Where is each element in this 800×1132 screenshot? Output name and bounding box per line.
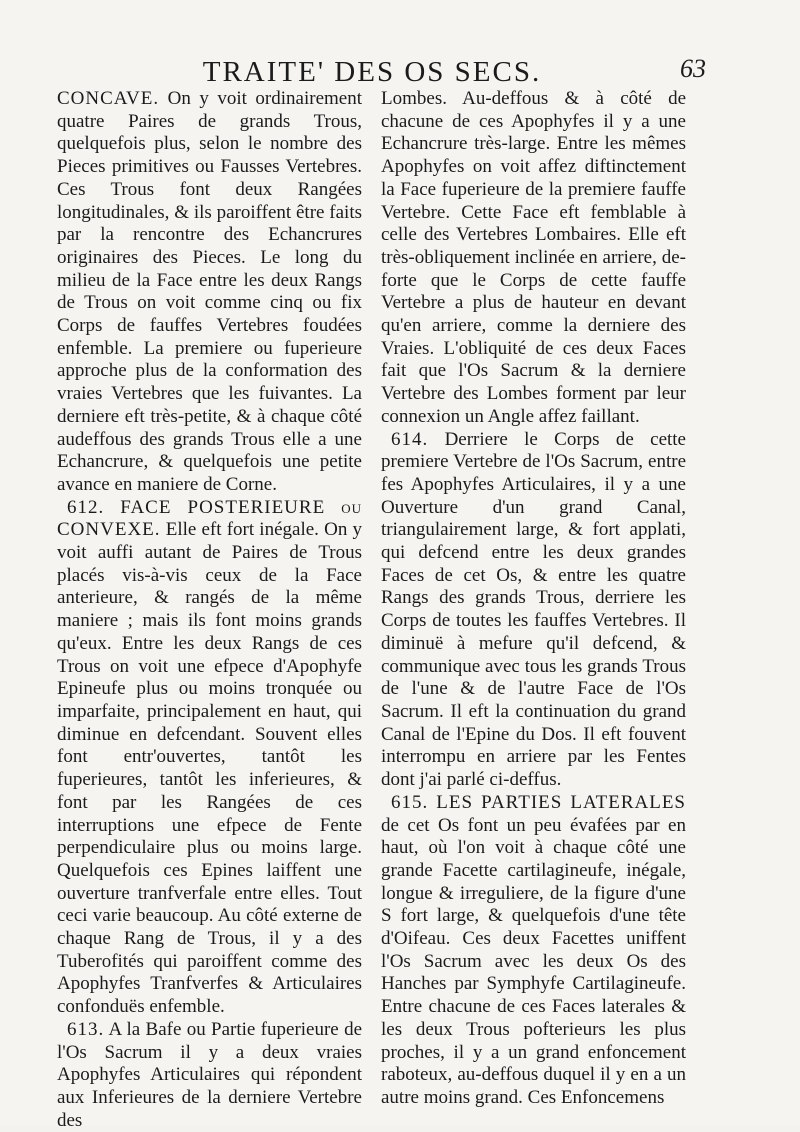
running-title: TRAITE' DES OS SECS.: [202, 56, 542, 88]
paragraph: [57, 497, 362, 1019]
right-column: [381, 88, 686, 1110]
paragraph-text: On y voit ordinairement quatre Paires de grands Trous, quelquefois plus, selon le nombre des Pieces primitives ou Fausses Vertebres. Ces Trous font deux Rangées longitudinales, & ils paroiffent être faits par la rencontre des Echancrures originaires des Pieces. Le long du milieu de la Face entre les deux Rangs de Trous on voit comme cinq ou fix Corps de fauffes Vertebres foudées enfemble. La premiere ou fuperieure approche plus de la conformation des vraies Vertebres que les fuivantes. La derniere eft très-petite, & à chaque côté audeffous des grands Trous elle a une Echancrure, & quelquefois une petite avance en maniere de Corne.: [57, 88, 362, 495]
paragraph: [381, 429, 686, 792]
paragraph: [381, 88, 686, 429]
paragraph: [57, 88, 362, 497]
paragraph-text: Lombes. Au-deffous & à côté de chacune de ces Apophyfes il y a une Echancrure très-large. Entre les mêmes Apophyfes on voit affez diftinctement la Face fuperieure de la premiere fauffe Vertebre. Cette Face eft femblable à celle des Vertebres Lombaires. Elle eft très-obliquement inclinée en arriere, de-forte que le Corps de cette fauffe Vertebre a plus de hauteur en devant qu'en arriere, comme la derniere des Vraies. L'obliquité de ces deux Faces fait que l'Os Sacrum & la derniere Vertebre des Lombes forment par leur connexion un Angle affez faillant.: [381, 88, 686, 427]
page-number: 63: [680, 54, 706, 83]
paragraph-lead: CONCAVE.: [57, 88, 160, 109]
paragraph: [57, 1019, 362, 1132]
paragraph-text: Elle eft fort inégale. On y voit auffi autant de Paires de Trous placés vis-à-vis ceux de la Face anterieure, & rangés de la même maniere ; mais ils font moins grands qu'eux. Entre les deux Rangs de ces Trous on voit une efpece d'Apophyfe Epineufe plus ou moins tronquée ou imparfaite, principalement en haut, qui diminue en defcendant. Souvent elles font entr'ouvertes, tantôt les fuperieures, tantôt les inferieures, & font par les Rangées de ces interruptions une efpece de Fente perpendiculaire plus ou moins large. Quelquefois ces Epines laiffent une ouverture tranfverfale entre elles. Tout ceci varie beaucoup. Au côté externe de chaque Rang de Trous, il y a des Tuberofités qui paroiffent comme des Apophyfes Tranfverfes & Articulaires confonduës enfemble.: [57, 519, 362, 1018]
paragraph-lead: 614.: [391, 428, 429, 450]
paragraph-lead: 613.: [67, 1018, 105, 1040]
left-column: [57, 88, 362, 1132]
paragraph-lead: 612. FACE POSTERIEURE ou CONVEXE.: [57, 496, 362, 541]
paragraph-text: A la Bafe ou Partie fuperieure de l'Os Sacrum il y a deux vraies Apophyfes Articulaires qui répondent aux Inferieures de la derniere Vertebre des: [57, 1018, 362, 1131]
paragraph-text: Derriere le Corps de cette premiere Vertebre de l'Os Sacrum, entre fes Apophyfes Articulaires, il y a une Ouverture d'un grand Canal, triangulairement large, & fort applati, qui defcend entre les deux grandes Faces de cet Os, & entre les quatre Rangs des grands Trous, derriere les Corps de toutes les fauffes Vertebres. Il diminuë à mefure qu'il defcend, & communique avec tous les grands Trous de l'une & de l'autre Face de l'Os Sacrum. Il eft la continuation du grand Canal de l'Epine du Dos. Il eft fouvent interrompu en arriere par les Fentes dont j'ai parlé ci-deffus.: [381, 428, 686, 791]
paragraph-lead: 615. LES PARTIES LATERALES: [391, 791, 686, 813]
running-header: [52, 50, 706, 92]
paragraph-text: de cet Os font un peu évafées par en haut, où l'on voit à chaque côté une grande Facette cartilagineufe, inégale, longue & irreguliere, de la figure d'une S fort large, & quelquefois d'une tête d'Oifeau. Ces deux Facettes uniffent l'Os Sacrum avec les deux Os des Hanches par Symphyfe Cartilagineufe. Entre chacune de ces Faces laterales & les deux Trous pofterieurs les plus proches, il y a un grand enfoncement raboteux, au-deffous duquel il y en a un autre moins grand. Ces Enfoncemens: [381, 814, 686, 1108]
paragraph: [381, 792, 686, 1110]
